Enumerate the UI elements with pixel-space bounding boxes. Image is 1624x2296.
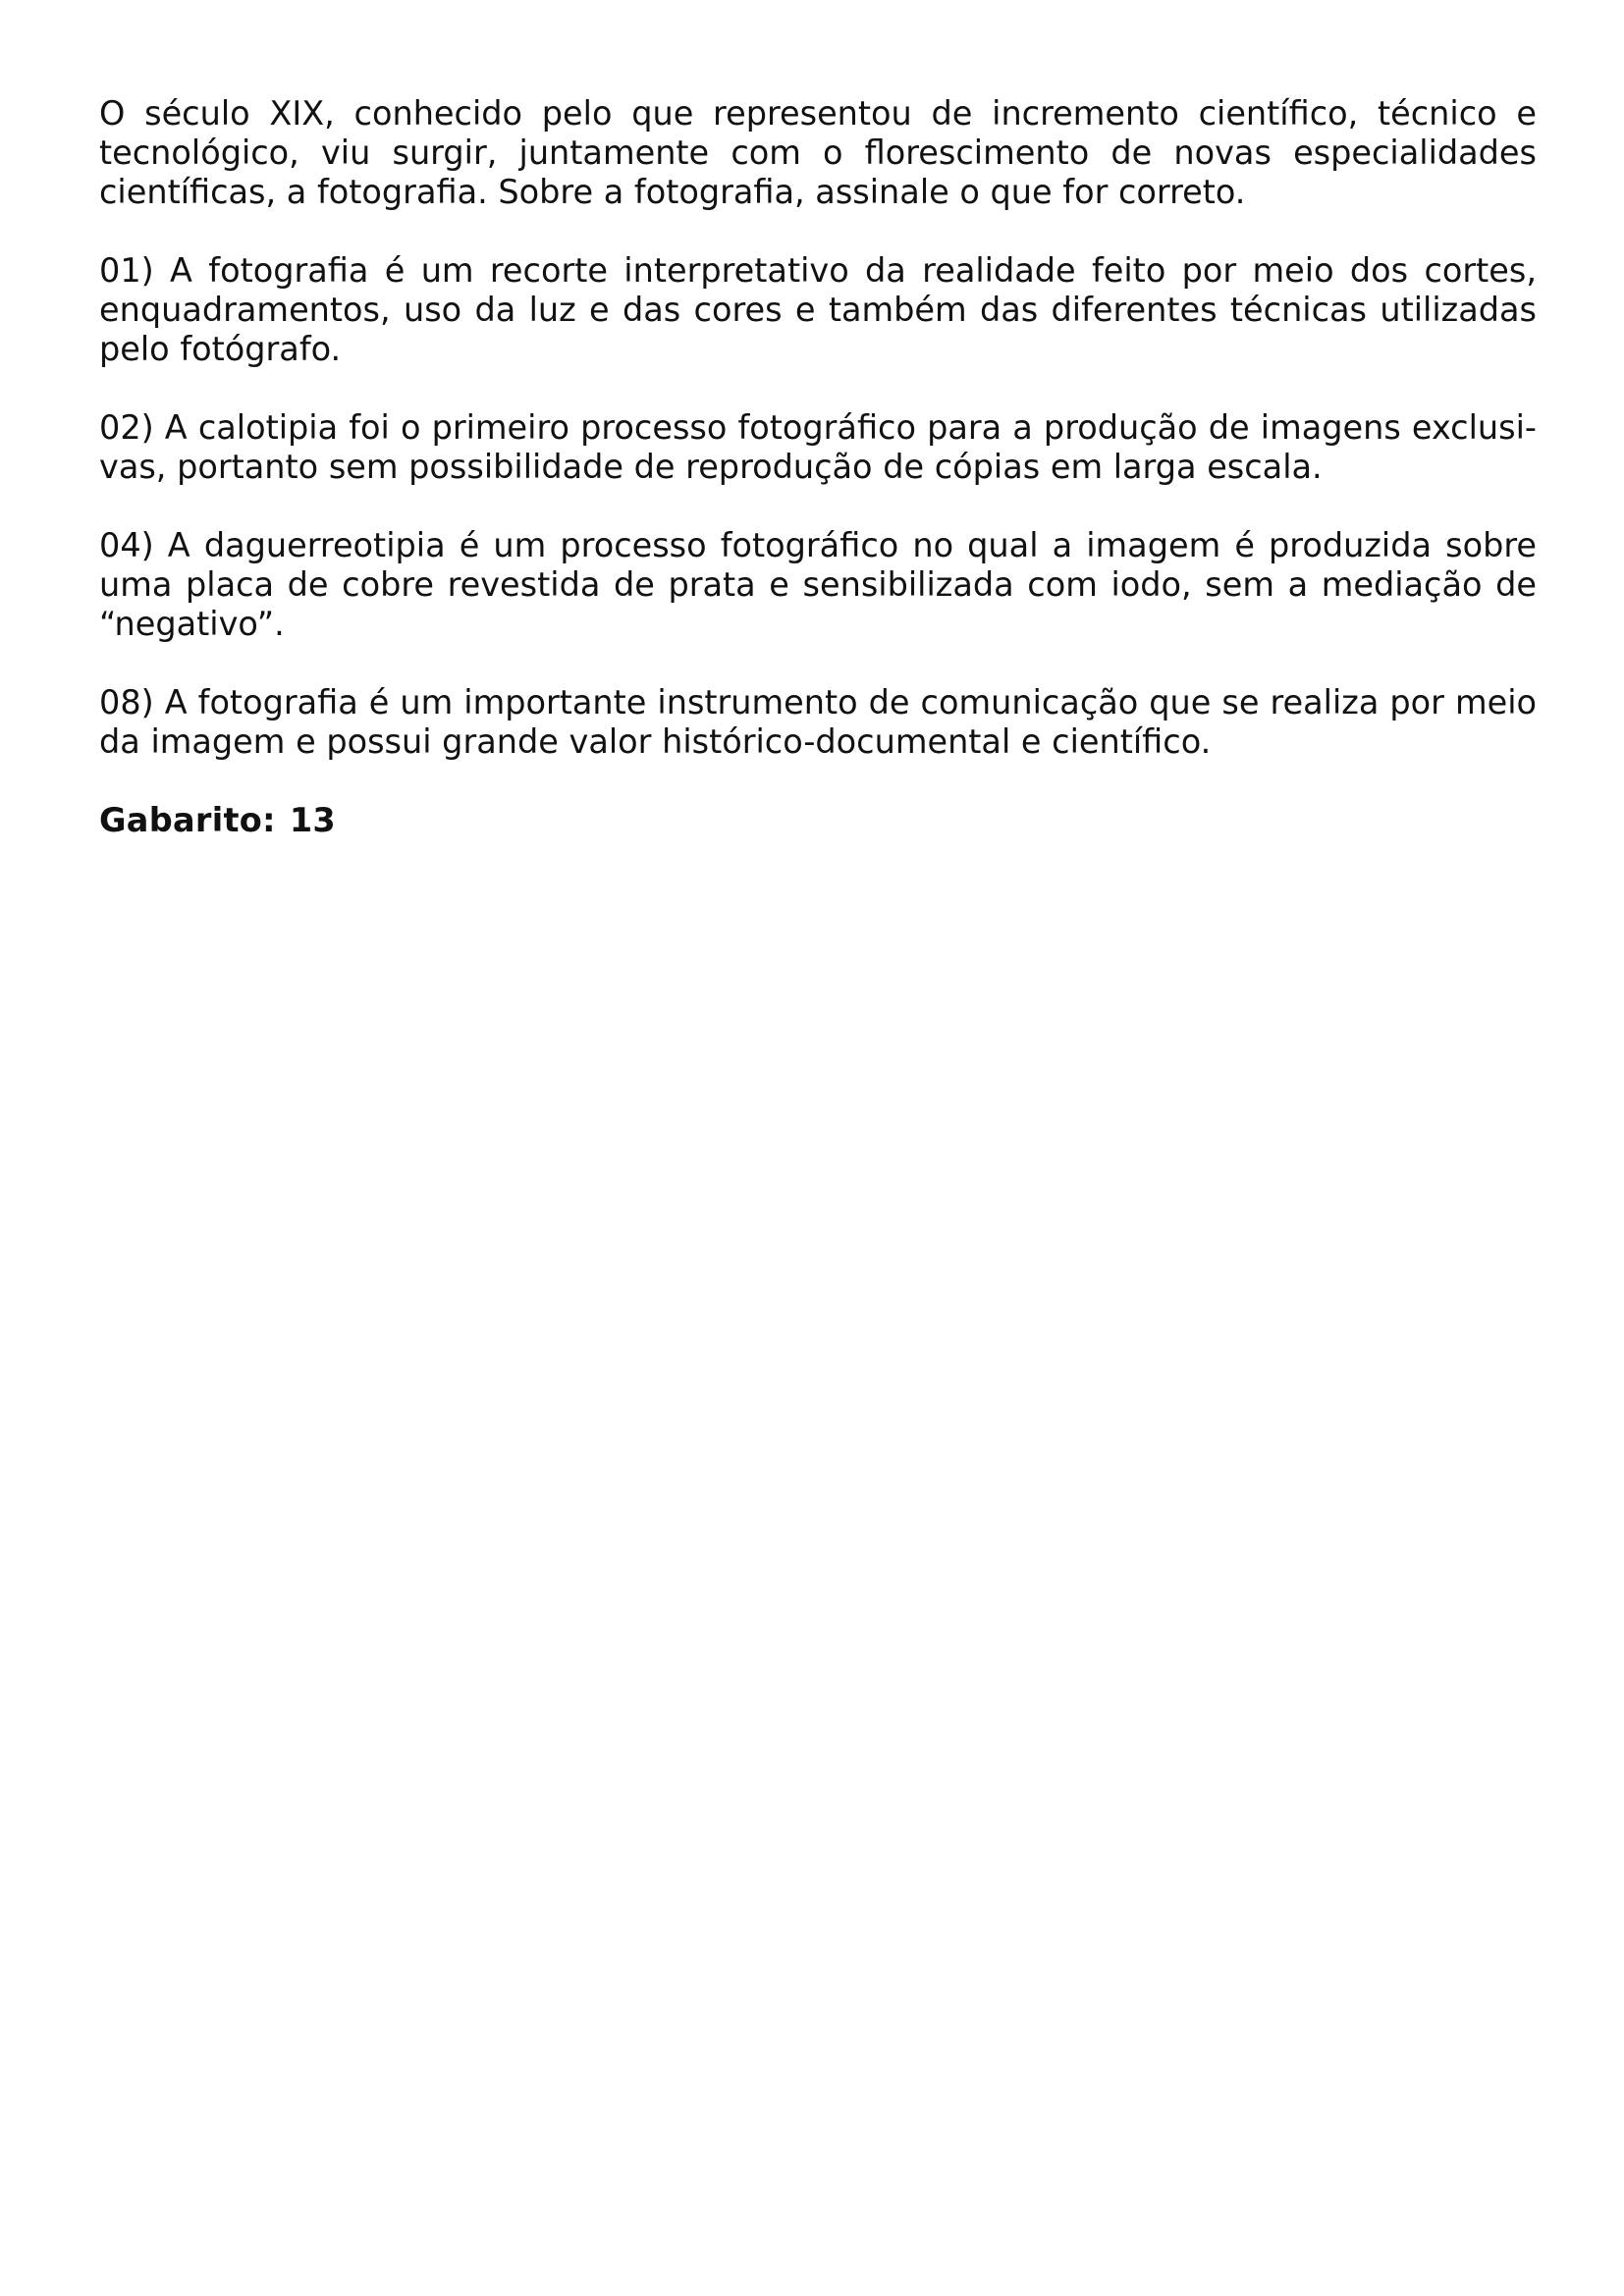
alternative-08: 08) A fotografia é um importante instrumento de comunicação que se realiza por meio da imagem e possui grande valor histórico-documental e científico.	[99, 683, 1537, 761]
answer-key-label: Gabarito:	[99, 801, 276, 839]
alternative-04: 04) A daguerreotipia é um processo fotográfico no qual a imagem é produzida sobre uma placa de cobre revestida de prata e sensibilizada com iodo, sem a mediação de “negativo”.	[99, 526, 1537, 643]
answer-key	[99, 801, 1537, 840]
answer-key-value: 13	[289, 801, 337, 839]
question-stem: O século XIX, conhecido pelo que representou de incremento científico, técnico e tecnológico, viu surgir, juntamente com o florescimento de novas especialidades científicas, a fotografia. Sobre a fotografia, assinale o que for correto.	[99, 94, 1537, 211]
alternative-02: 02) A calotipia foi o primeiro processo fotográfico para a produção de imagens exclusivas, portanto sem possibilidade de reprodução de cópias em larga escala.	[99, 408, 1537, 486]
document-page	[99, 94, 1537, 840]
alternative-01: 01) A fotografia é um recorte interpretativo da realidade feito por meio dos cortes, enquadramentos, uso da luz e das cores e também das diferentes técnicas utilizadas pelo fotógrafo.	[99, 251, 1537, 368]
